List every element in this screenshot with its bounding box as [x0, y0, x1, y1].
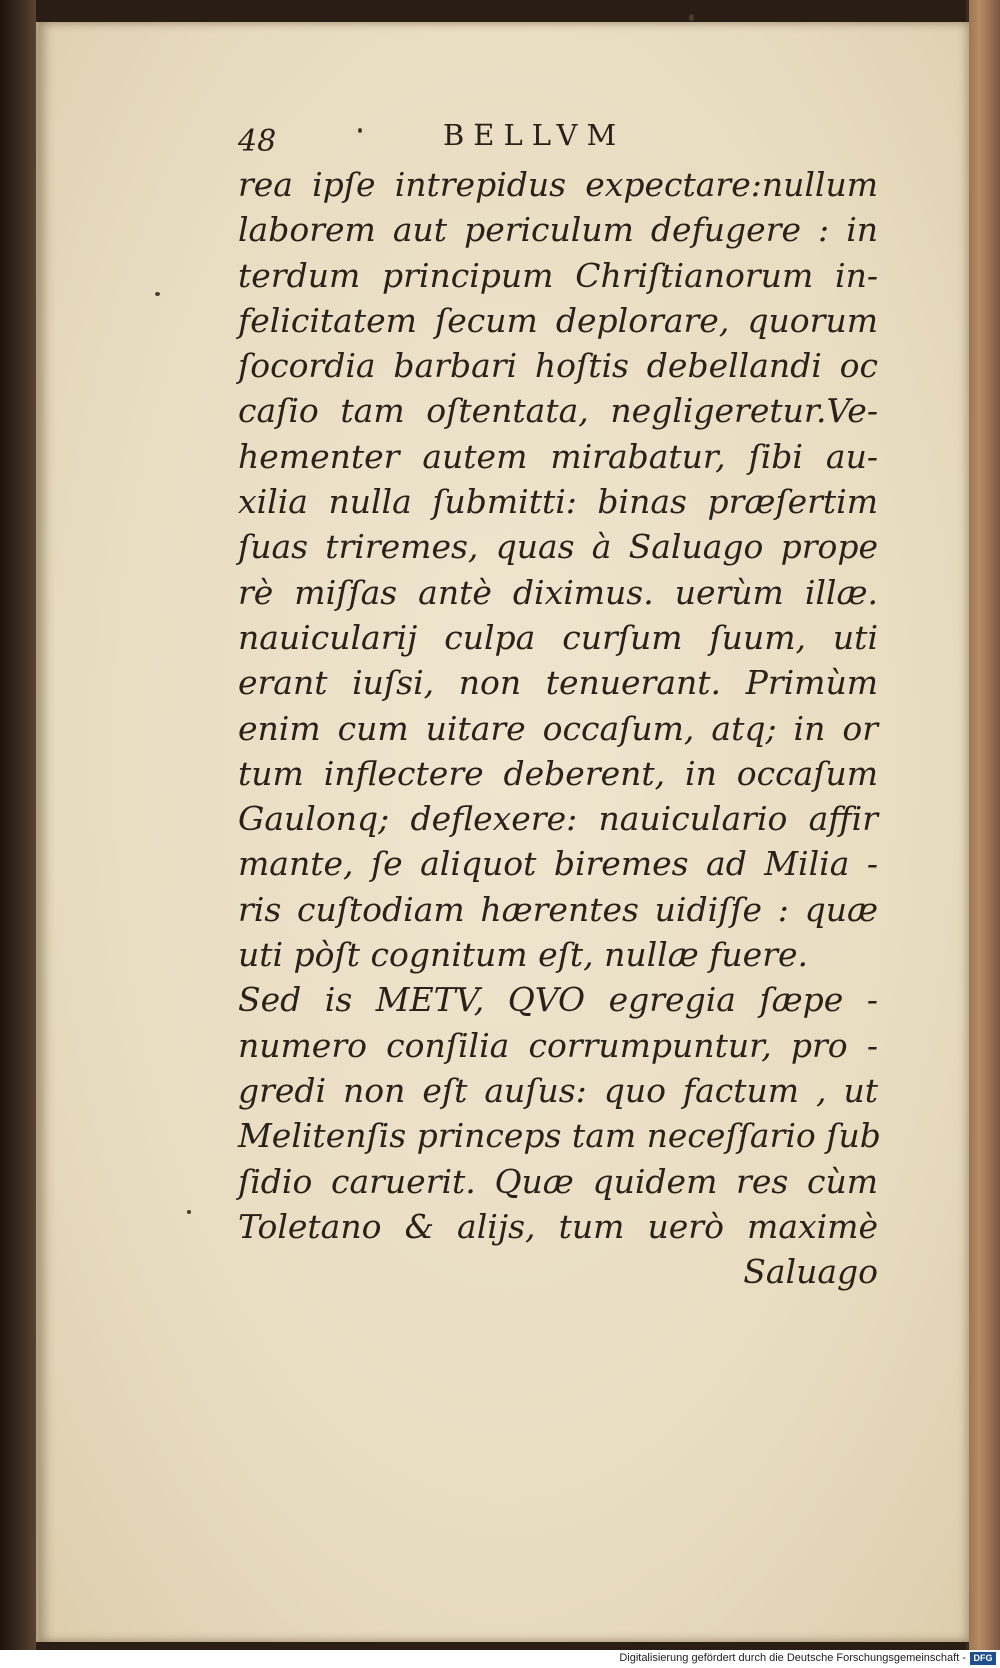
text-line: nauicularij culpa curſum ſuum, uti	[238, 617, 878, 657]
text-line: enim cum uitare occaſum, atq; in or	[238, 708, 878, 748]
text-line: felicitatem ſecum deplorare, quorum	[238, 300, 878, 340]
page-header	[238, 110, 838, 164]
text-line: ſocordia barbari hoſtis debellandi oc	[238, 346, 878, 386]
catchword: Saluago	[743, 1252, 878, 1292]
book-right-edge	[966, 0, 1000, 1650]
text-line: rè miſſas antè diximus. uerùm illæ.	[238, 572, 878, 612]
funding-credit: Digitalisierung gefördert durch die Deutsche Forschungsgemeinschaft -	[619, 1652, 966, 1664]
ink-spot	[187, 1210, 191, 1214]
text-line: uti pòſt cognitum eſt, nullæ fuere.	[238, 935, 808, 975]
text-line: Gaulonq; deflexere: nauiculario affir	[238, 799, 878, 839]
ink-spot	[155, 292, 160, 296]
page-number: 48	[238, 124, 277, 159]
text-line: tum inflectere deberent, in occaſum	[238, 753, 878, 793]
book-left-edge	[0, 0, 36, 1650]
text-line: mante, ſe aliquot biremes ad Milia -	[238, 844, 878, 884]
text-line: Sed is METV, QVO egregia ſæpe -	[238, 980, 878, 1020]
text-line: terdum principum Chriſtianorum in-	[238, 255, 878, 295]
text-line: laborem aut periculum defugere : in	[238, 210, 878, 250]
text-line: ſuas triremes, quas à Saluago prope	[238, 527, 878, 567]
ink-spot	[689, 14, 694, 21]
body-text	[238, 162, 881, 1294]
text-line: ſidio caruerit. Quæ quidem res cùm	[238, 1161, 878, 1201]
text-line: erant iuſsi, non tenuerant. Primùm	[238, 663, 878, 703]
text-line: hementer autem mirabatur, ſibi au-	[238, 436, 878, 476]
digitization-footer	[0, 1650, 1000, 1668]
text-line: rea ipſe intrepidus expectare:nullum	[238, 165, 878, 204]
text-line: numero conſilia corrumpuntur, pro -	[238, 1025, 878, 1065]
running-title: BELLVM	[443, 118, 626, 152]
text-line: gredi non eſt auſus: quo factum , ut	[238, 1070, 878, 1110]
text-line: Toletano & alijs, tum uerò maximè	[238, 1206, 878, 1246]
text-line: ris cuſtodiam hærentes uidiſſe : quæ	[238, 889, 878, 929]
text-line: caſio tam oſtentata, negligeretur.Ve-	[238, 391, 878, 431]
text-line: Melitenſis princeps tam neceſſario ſub	[238, 1116, 881, 1156]
text-line: xilia nulla ſubmitti: binas præſertim	[238, 482, 878, 522]
dfg-logo-icon: DFG	[970, 1652, 996, 1665]
